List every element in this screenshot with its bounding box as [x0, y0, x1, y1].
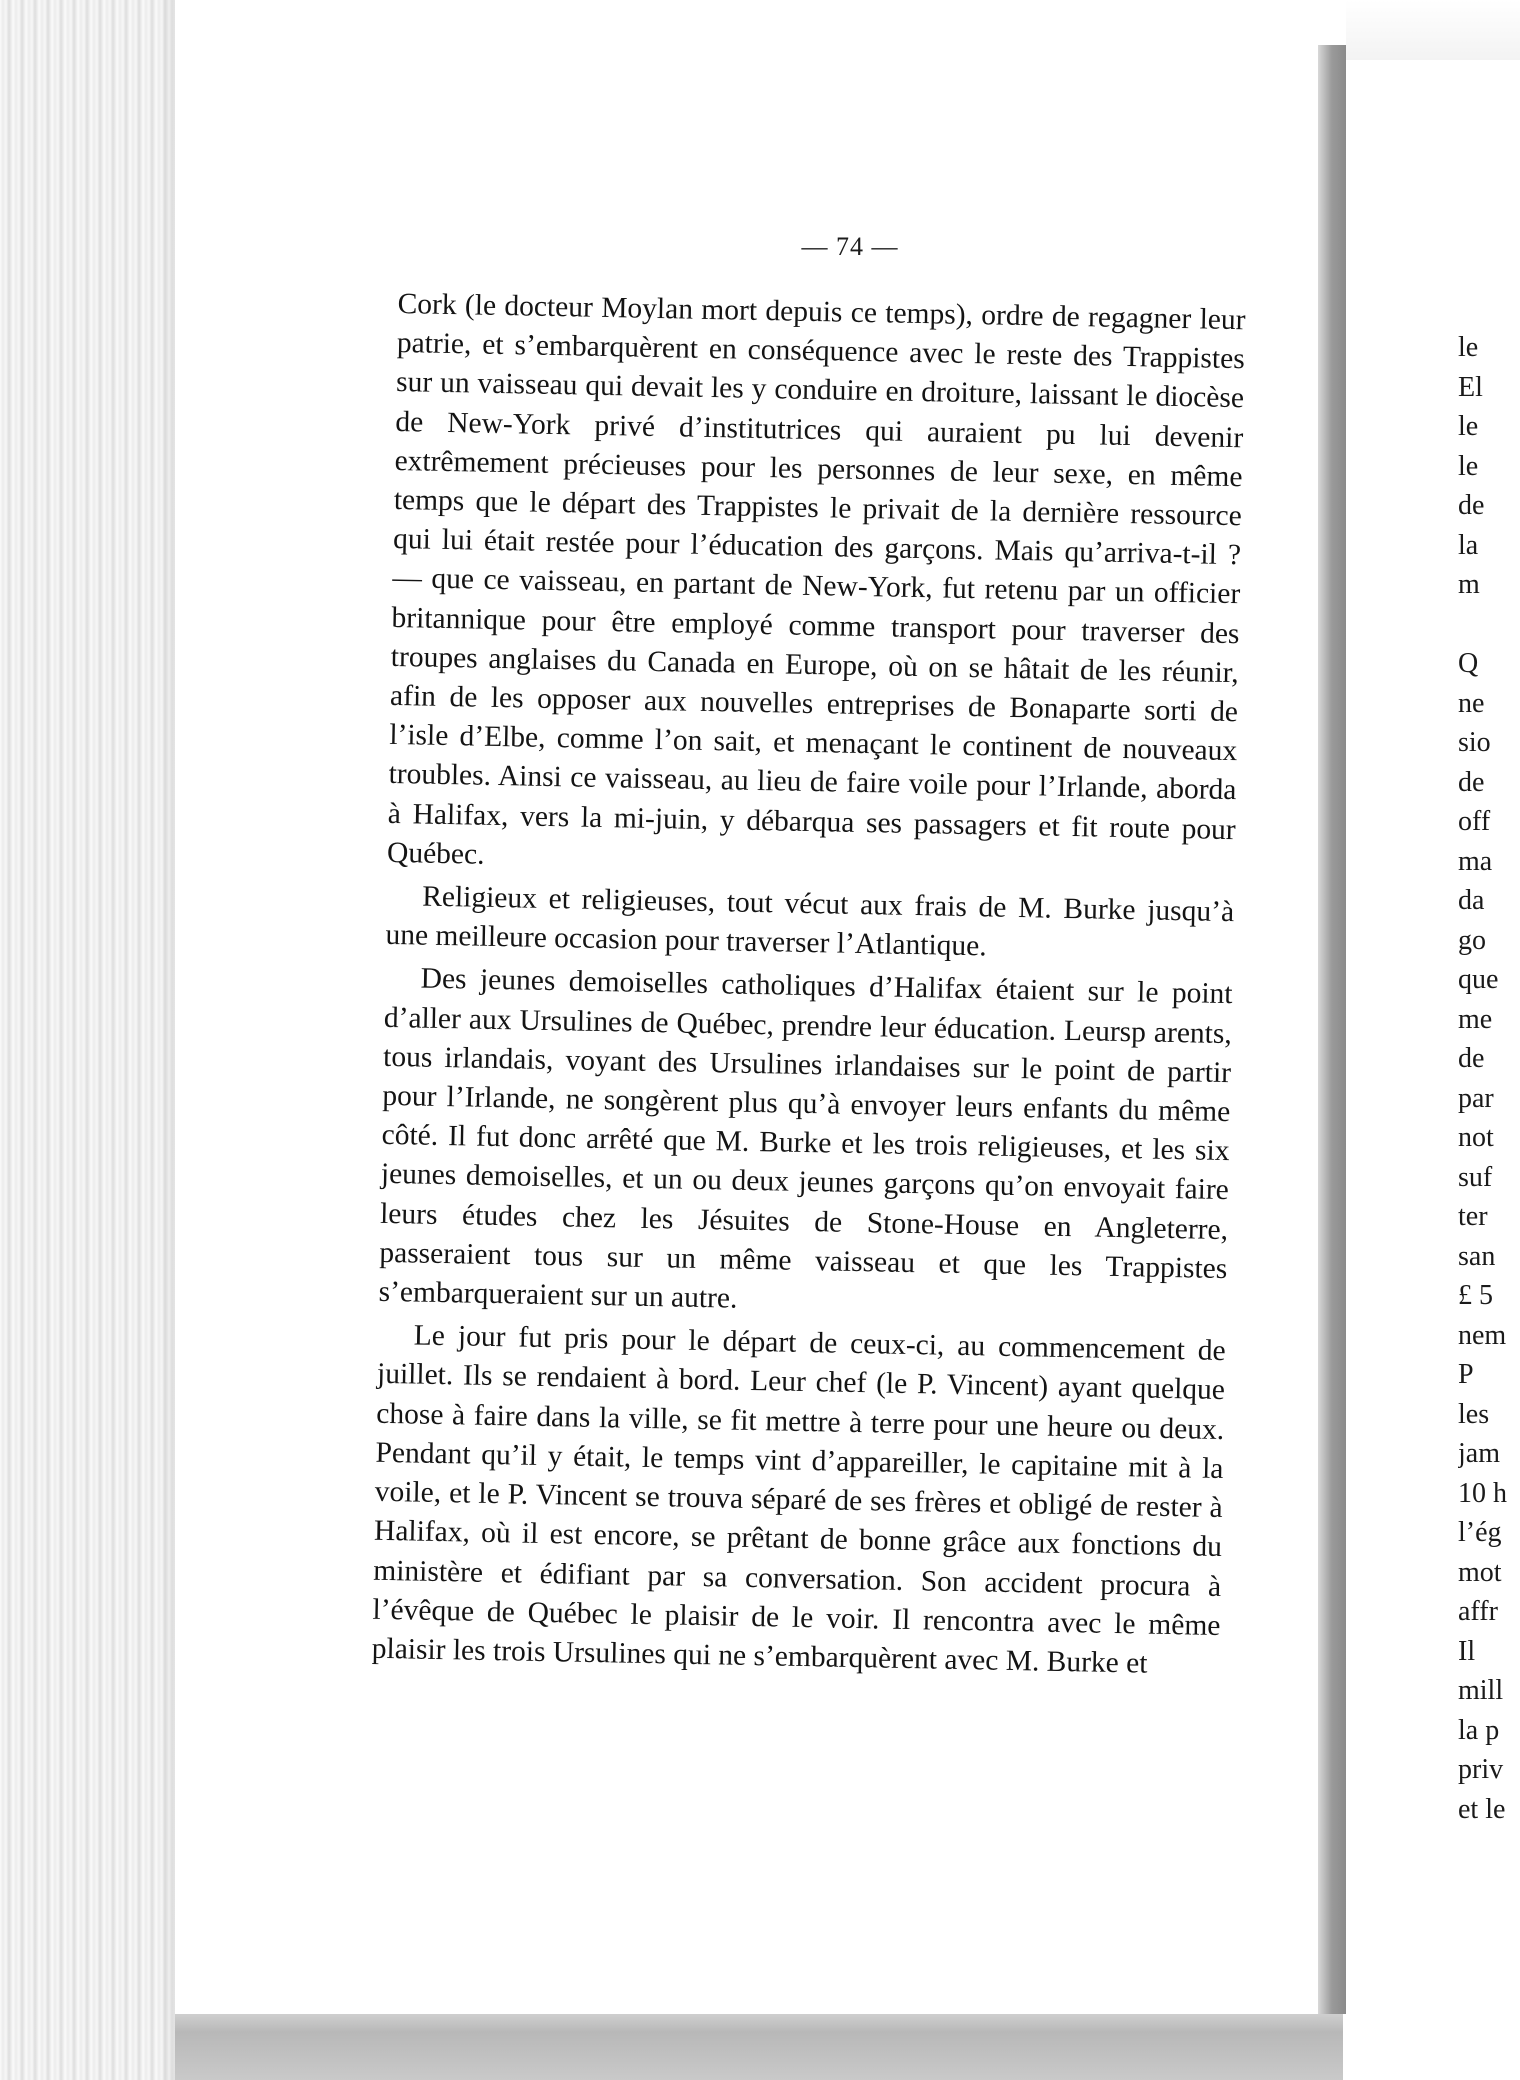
binding-gutter	[0, 0, 175, 2080]
facing-line-fragment: off	[1458, 806, 1491, 837]
facing-line-fragment: la	[1458, 529, 1479, 561]
facing-page-text	[1458, 328, 1520, 1829]
facing-line-fragment: El	[1458, 371, 1483, 403]
facing-line-fragment: le	[1458, 332, 1479, 363]
facing-line-fragment: que	[1458, 964, 1499, 995]
facing-line-fragment: et le	[1458, 1793, 1506, 1825]
facing-line-fragment: ter	[1458, 1201, 1488, 1232]
facing-line-fragment: l’ég	[1458, 1517, 1502, 1548]
page-bottom-edge	[175, 2014, 1343, 2080]
facing-line-fragment: le	[1458, 411, 1479, 442]
facing-page-top-shadow	[1346, 0, 1520, 60]
facing-line-fragment: P	[1458, 1359, 1474, 1390]
facing-line-fragment	[1458, 605, 1520, 645]
facing-line-fragment: la p	[1458, 1714, 1500, 1746]
facing-line-fragment: £ 5	[1458, 1280, 1493, 1311]
facing-line-fragment: ne	[1458, 687, 1485, 719]
facing-line-fragment: jam	[1458, 1438, 1500, 1469]
facing-line-fragment: da	[1458, 885, 1485, 916]
facing-line-fragment: Il	[1458, 1635, 1476, 1667]
paragraph: Le jour fut pris pour le départ de ceux-ci, au commencement de juillet. Ils se rendaient à bord. Leur chef (le P. Vincent) ayant quelque chose à faire dans la ville, se fit mettre à terre pour une heure ou deux. Pendant qu’il y était, le temps vint d’appareiller, le capitaine mit à la voile, et le P. Vincent se trouva séparé de ses frères et obligé de rester à Halifax, où il est encore, se prêtant de bonne grâce aux fonctions du ministère et édifiant par sa conversation. Son accident procura à l’évêque de Québec le plaisir de le voir. Il rencontra avec le même plaisir les trois Ursulines qui ne s’embarquèrent avec M. Burke et	[371, 1319, 1226, 1680]
facing-line-fragment: 10 h	[1458, 1477, 1507, 1509]
facing-line-fragment: me	[1458, 1003, 1493, 1035]
facing-line-fragment: ma	[1458, 845, 1493, 877]
facing-line-fragment: nem	[1458, 1319, 1507, 1351]
page-fold	[1318, 45, 1346, 2014]
facing-line-fragment: mot	[1458, 1556, 1502, 1588]
facing-line-fragment: priv	[1458, 1754, 1504, 1785]
facing-line-fragment: de	[1458, 766, 1485, 798]
facing-line-fragment: de	[1458, 1043, 1485, 1074]
facing-line-fragment: Q	[1458, 648, 1479, 679]
paragraph: Religieux et religieuses, tout vécut aux frais de M. Burke jusqu’à une meilleure occasion pour traverser l’Atlantique.	[385, 880, 1235, 963]
facing-line-fragment: sio	[1458, 727, 1491, 758]
facing-line-fragment: les	[1458, 1398, 1490, 1430]
facing-line-fragment: mill	[1458, 1675, 1504, 1706]
facing-line-fragment: san	[1458, 1240, 1496, 1272]
facing-line-fragment: par	[1458, 1082, 1494, 1114]
body-text	[371, 285, 1245, 1685]
facing-line-fragment: le	[1458, 450, 1479, 482]
paragraph: Cork (le docteur Moylan mort depuis ce temps), ordre de regagner leur patrie, et s’embarquèrent en conséquence avec le reste des Trappistes sur un vaisseau qui devait les y conduire en droiture, laissant le diocèse de New-York privé d’institutrices qui auraient pu lui devenir extrêmement précieuses pour les personnes de leur sexe, en même temps que le départ des Trappistes le privait de la dernière ressource qui lui était restée pour l’éducation des garçons. Mais qu’arriva-t-il ? — que ce vaisseau, en partant de New-York, fut retenu par un officier britannique pour être employé comme transport pour traverser des troupes anglaises du Canada en Europe, où on se hâtait de les réunir, afin de les opposer aux nouvelles entreprises de Bonaparte sorti de l’isle d’Elbe, comme l’on sait, et menaçant le continent de nouveaux troubles. Ainsi ce vaisseau, au lieu de faire voile pour l’Irlande, aborda à Halifax, vers la mi-juin, y débarqua ses passagers et fit route pour Québec.	[386, 287, 1246, 871]
paragraph: Des jeunes demoiselles catholiques d’Halifax étaient sur le point d’aller aux Ursulines de Québec, prendre leur éducation. Leursp arents, tous irlandais, voyant des Ursulines irlandaises sur le point de partir pour l’Irlande, ne songèrent plus qu’à envoyer leurs enfants du même côté. Il fut donc arrêté que M. Burke et les trois religieuses, et les six jeunes demoiselles, et un ou deux jeunes garçons qu’on envoyait faire leurs études chez les Jésuites de Stone-House en Angleterre, passeraient tous sur un même vaisseau et que les Trappistes s’embarqueraient sur un autre.	[378, 963, 1233, 1315]
facing-line-fragment: go	[1458, 924, 1486, 956]
facing-line-fragment: not	[1458, 1122, 1494, 1153]
facing-line-fragment: de	[1458, 490, 1485, 521]
page-number: — 74 —	[801, 232, 899, 261]
facing-line-fragment: suf	[1458, 1161, 1493, 1193]
facing-line-fragment: m	[1458, 569, 1480, 600]
facing-line-fragment: affr	[1458, 1596, 1498, 1627]
